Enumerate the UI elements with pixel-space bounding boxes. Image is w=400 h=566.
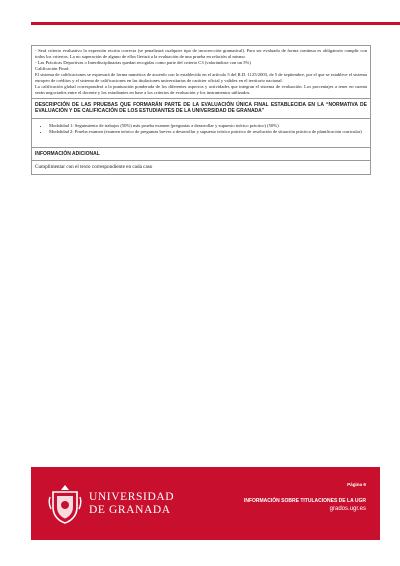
evaluation-table [31, 45, 371, 175]
footer-info [244, 482, 366, 512]
criteria-paragraph: El sistema de calificaciones se expresará de forma numérica de acuerdo con lo establecido en el artículo 5 del R.D. 1125/2003, de 5 de septiembre, por el que se establece el sistema europeo de créditos y el sistema de calificaciones en las titulaciones universitarias de carácter oficial y validez en el territorio nacional. [35, 72, 367, 83]
list-item: • Modalidad 2: Prueba examen (examen teórico de preguntas breves a desarrollar y supuesto teórico práctico de resolución de situación práctica de planificación curricular) [49, 129, 367, 135]
university-name-line1: UNIVERSIDAD [89, 491, 175, 503]
final-grade-label: Calificación Final: [35, 66, 70, 71]
evaluation-criteria-section [32, 46, 370, 99]
criteria-paragraph: - Será criterio evaluativo la expresión escrita correcta (se penalizará cualquier tipo de incorrección gramatical). Para ser evaluado de forma continua es obligatorio cumplir con todos los criterios. La no superación de alguno de ellos llevará a la evaluación de una prueba en relación al mismo. [35, 48, 367, 59]
final-exam-list [35, 123, 367, 135]
university-crest-icon [47, 483, 83, 525]
additional-info-body: Cumplimentar con el texto correspondiente en cada caso [35, 163, 153, 170]
criteria-paragraph: - Las Prácticas Deportivas o Interdisciplinarias quedan recogidas como parte del criterio C3 (valorándose con un 5%) [35, 60, 251, 65]
footer-url-link[interactable]: grados.ugr.es [329, 506, 366, 512]
list-item: • Modalidad 1: Seguimiento de trabajos (50%) más prueba examen (preguntas a desarrollar y supuesto teórico práctico) (50%) [49, 123, 367, 129]
additional-info-heading: INFORMACIÓN ADICIONAL [32, 148, 370, 161]
header-accent-bar [31, 22, 400, 25]
university-name-line2: DE GRANADA [89, 504, 171, 516]
footer-banner [31, 467, 380, 540]
footer-title: INFORMACIÓN SOBRE TITULACIONES DE LA UGR [243, 498, 366, 504]
final-exam-list-section [32, 119, 370, 148]
page-number: Página 6 [347, 482, 366, 487]
final-exam-heading: DESCRIPCIÓN DE LAS PRUEBAS QUE FORMARÁN PARTE DE LA EVALUACIÓN ÚNICA FINAL ESTABLECIDA EN LA “NORMATIVA DE EVALUACIÓN Y DE CALIFICACIÓN DE LOS ESTUDIANTES DE LA UNIVERSIDAD DE GRANADA” [32, 99, 370, 119]
criteria-paragraph: La calificación global corresponderá a la puntuación ponderada de los diferentes aspectos y actividades que integran el sistema de evaluación. Los porcentajes a tener en cuenta serán negociados entre el docente y los estudiantes en base a los criterios de evaluación y los instrumentos utilizados. [35, 84, 367, 95]
university-wordmark [89, 491, 174, 517]
